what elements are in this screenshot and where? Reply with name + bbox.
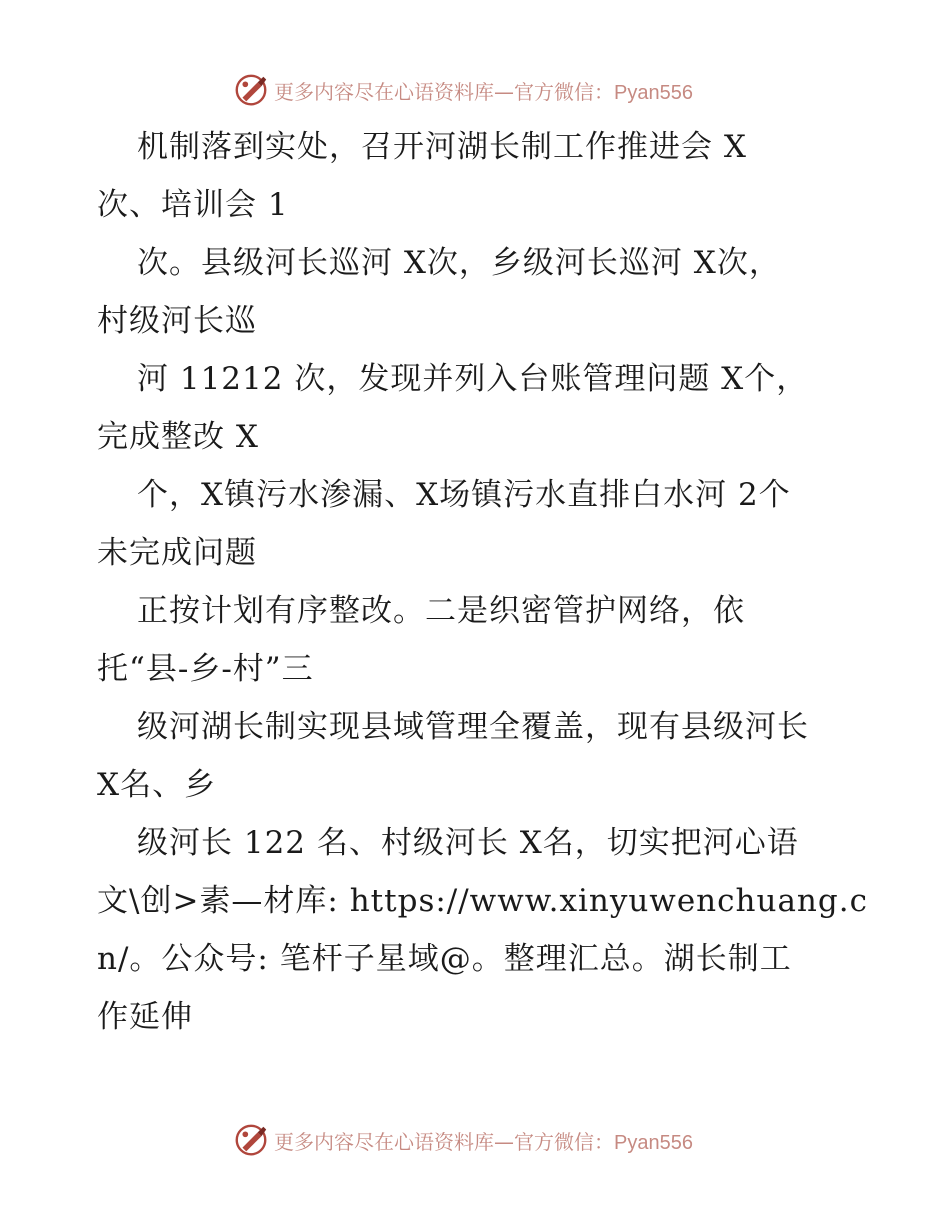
text-line: 次、培训会 1: [97, 187, 289, 223]
text-line: 正按计划有序整改。二是织密管护网络，依: [137, 593, 745, 629]
footer-banner-text: 更多内容尽在心语资料库—官方微信：Pyan556: [274, 1129, 693, 1154]
text-line: 托“县-乡-村”三: [97, 651, 314, 687]
text-line: X名、乡: [97, 767, 217, 803]
text-line: 次。县级河长巡河 X次，乡级河长巡河 X次，: [137, 245, 781, 281]
text-line: 个，X镇污水渗漏、X场镇污水直排白水河 2个: [137, 477, 791, 513]
text-line: 机制落到实处，召开河湖长制工作推进会 X: [137, 129, 747, 165]
brand-logo-icon: [232, 1121, 270, 1159]
text-line: 未完成问题: [97, 535, 257, 571]
text-line: 级河长 122 名、村级河长 X名，切实把河心语: [137, 825, 799, 861]
text-line: 级河湖长制实现县域管理全覆盖，现有县级河长: [137, 709, 809, 745]
text-line: 河 11212 次，发现并列入台账管理问题 X个，: [137, 361, 809, 397]
text-line: 村级河长巡: [97, 303, 257, 339]
footer-banner: [232, 1120, 693, 1160]
brand-logo-icon: [232, 71, 270, 109]
footer-wechat-account: Pyan556: [614, 1131, 693, 1154]
text-line: 完成整改 X: [97, 419, 259, 455]
header-banner: [232, 70, 693, 110]
header-wechat-account: Pyan556: [614, 81, 693, 104]
text-line: n/。公众号: 笔杆子星域@。整理汇总。湖长制工: [97, 941, 792, 977]
text-line: 文\创>素—材库: https://www.xinyuwenchuang.c: [97, 883, 868, 919]
text-line: 作延伸: [97, 999, 193, 1035]
header-banner-text: 更多内容尽在心语资料库—官方微信：Pyan556: [274, 79, 693, 104]
document-body: [97, 118, 867, 1046]
